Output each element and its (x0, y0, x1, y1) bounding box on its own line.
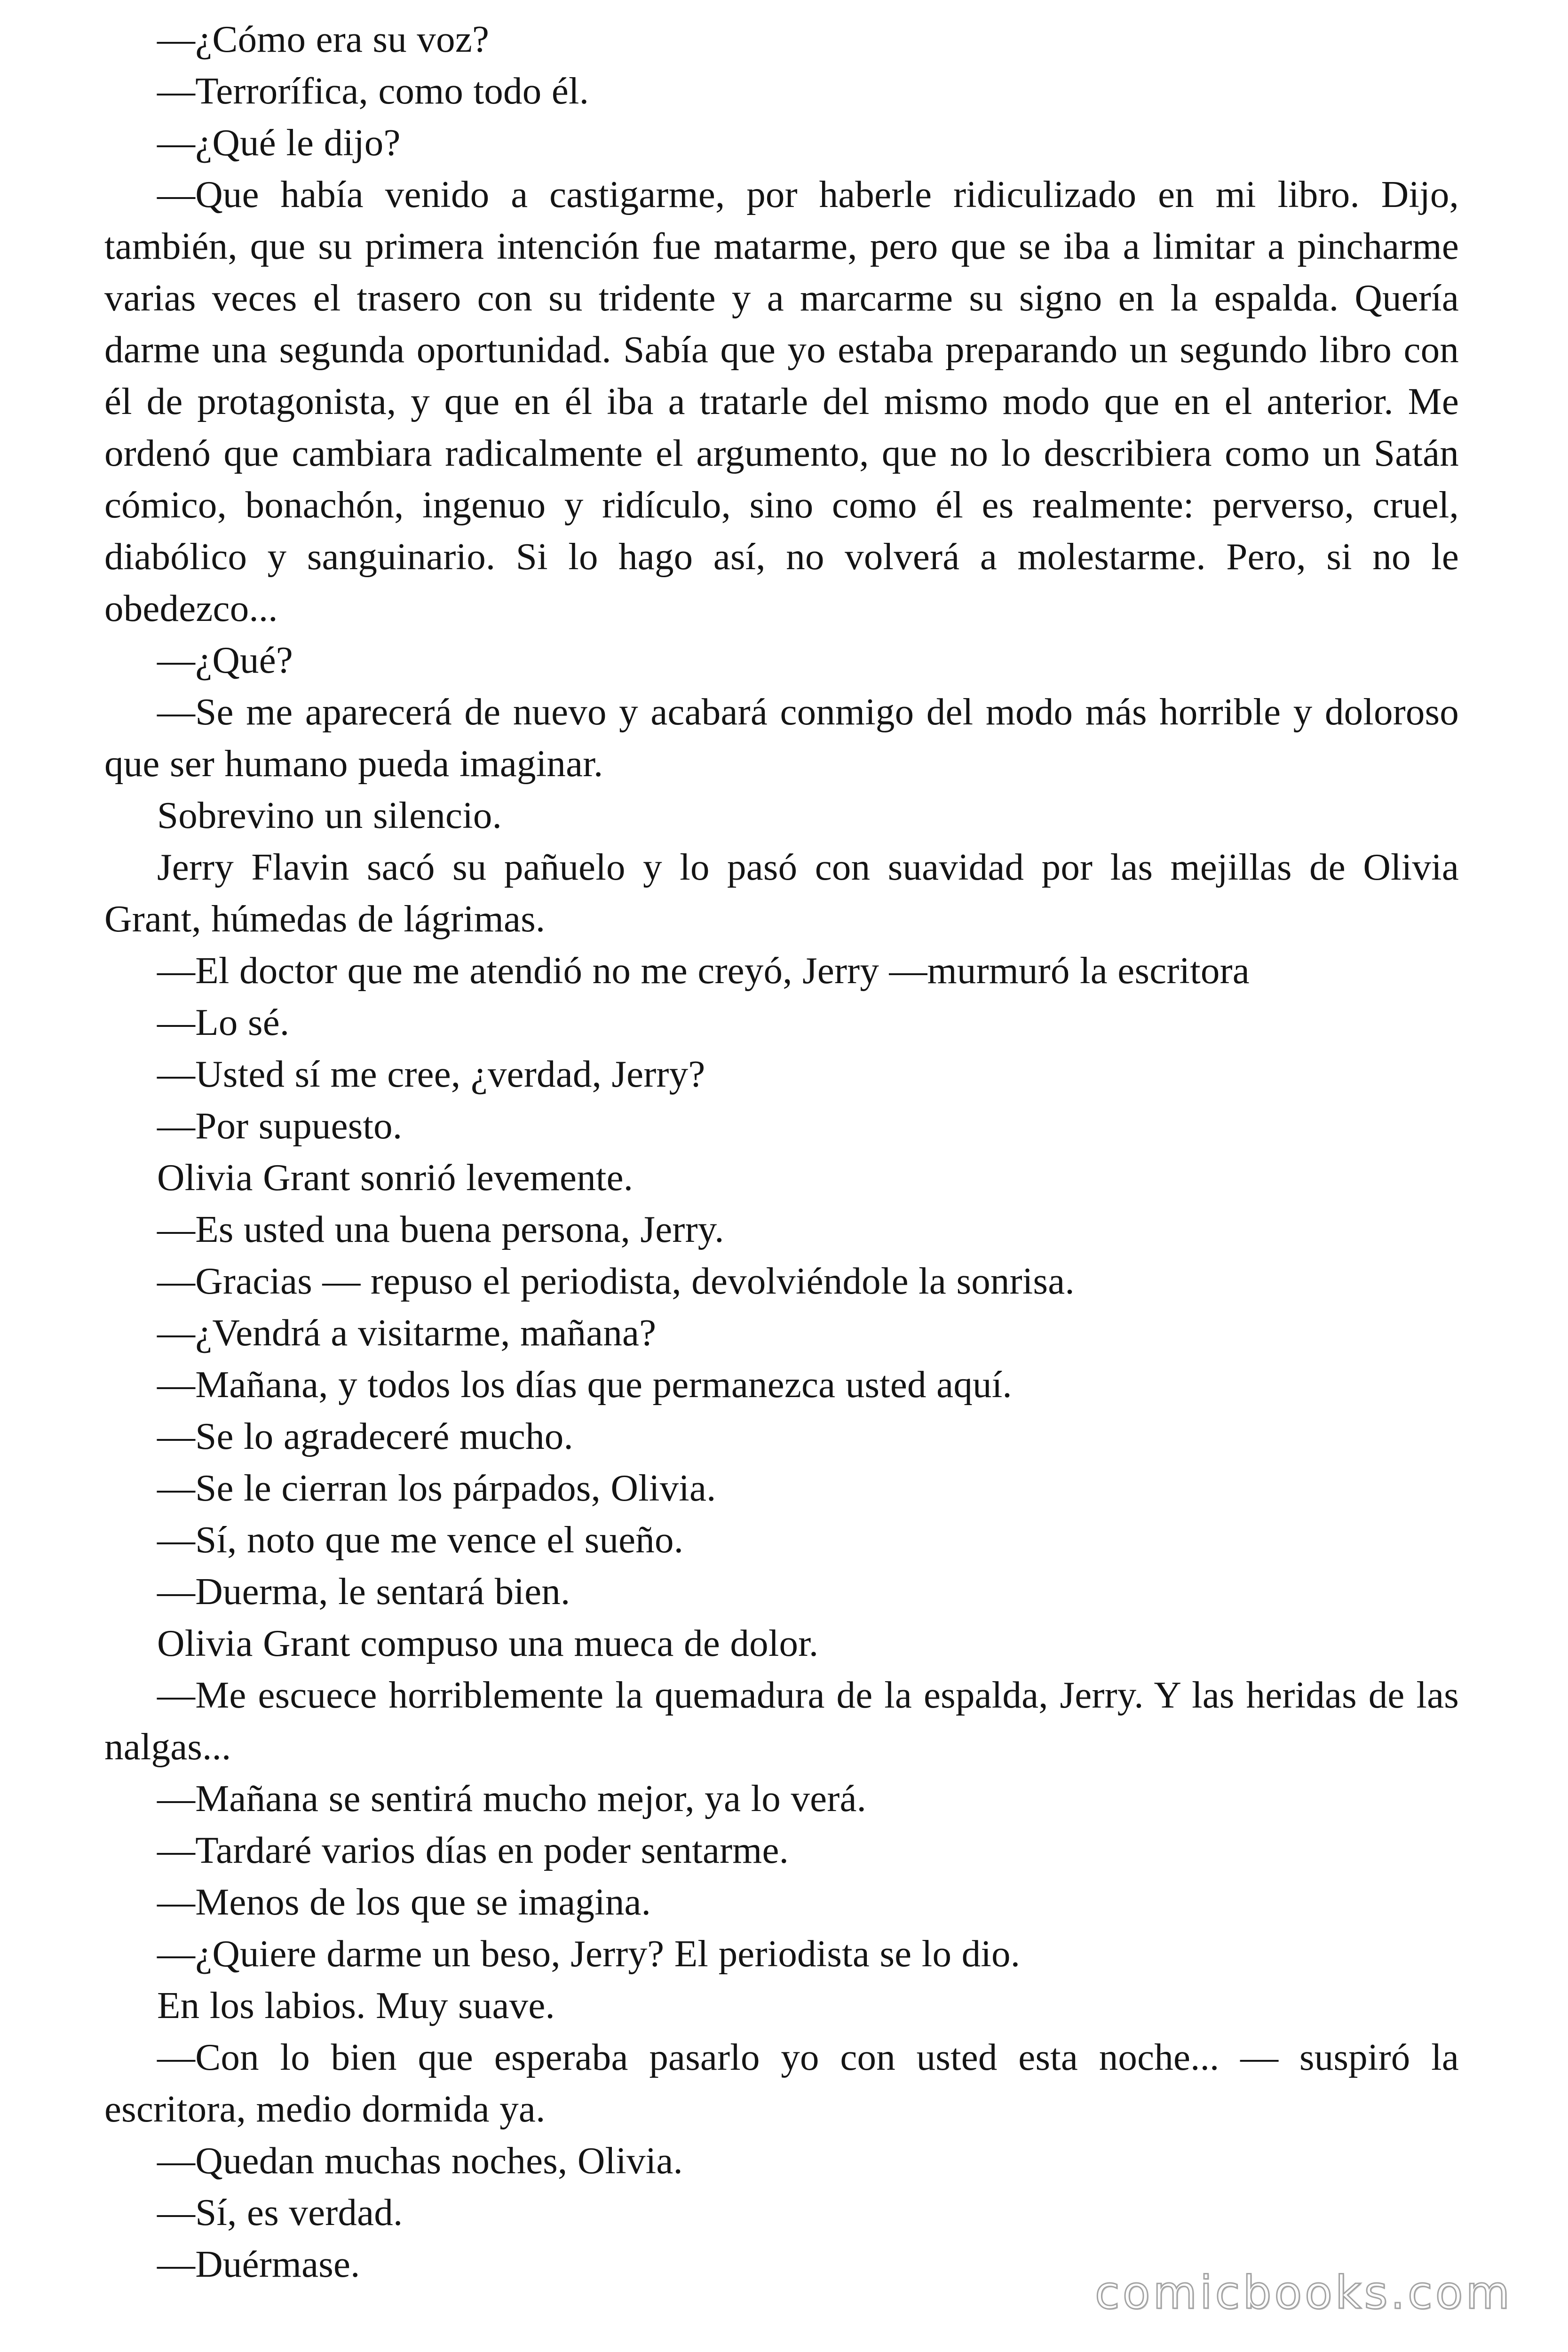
paragraph: —¿Cómo era su voz? (157, 18, 490, 60)
paragraph: —Usted sí me cree, ¿verdad, Jerry? (157, 1053, 705, 1095)
paragraph: —¿Qué? (157, 639, 293, 681)
paragraph: —Se me aparecerá de nuevo y acabará conmigo del modo más horrible y doloroso que ser humano pueda imaginar. (104, 691, 1459, 785)
paragraph: —Se le cierran los párpados, Olivia. (157, 1467, 716, 1509)
paragraph: —Que había venido a castigarme, por haberle ridiculizado en mi libro. Dijo, también, que su primera intención fue matarme, pero que se iba a limitar a pincharme varias veces el trasero con su tridente y a marcarme su signo en la espalda. Quería darme una segunda oportunidad. Sabía que yo estaba preparando un segundo libro con él de protagonista, y que en él iba a tratarle del mismo modo que en el anterior. Me ordenó que cambiara radicalmente el argumento, que no lo describiera como un Satán cómico, bonachón, ingenuo y ridículo, sino como él es realmente: perverso, cruel, diabólico y sanguinario. Si lo hago así, no volverá a molestarme. Pero, si no le obedezco... (104, 173, 1459, 629)
paragraph: Sobrevino un silencio. (157, 794, 502, 836)
watermark: comicbooks.com (1094, 2266, 1513, 2319)
paragraph: —Con lo bien que esperaba pasarlo yo con usted esta noche... — suspiró la escritora, medio dormida ya. (104, 2036, 1459, 2130)
paragraph: —Mañana, y todos los días que permanezca usted aquí. (157, 1363, 1012, 1406)
paragraph: —Menos de los que se imagina. (157, 1881, 651, 1923)
paragraph: —¿Vendrá a visitarme, mañana? (157, 1311, 657, 1354)
paragraph: —¿Qué le dijo? (157, 121, 401, 164)
paragraph: —El doctor que me atendió no me creyó, Jerry —murmuró la escritora (157, 949, 1250, 992)
paragraph: Olivia Grant compuso una mueca de dolor. (157, 1622, 819, 1664)
paragraph: —Tardaré varios días en poder sentarme. (157, 1829, 789, 1871)
paragraph: —Gracias — repuso el periodista, devolviéndole la sonrisa. (157, 1260, 1075, 1302)
paragraph: —Duerma, le sentará bien. (157, 1570, 570, 1613)
paragraph: —¿Quiere darme un beso, Jerry? El periodista se lo dio. (157, 1932, 1021, 1975)
paragraph: —Por supuesto. (157, 1104, 403, 1147)
book-page-text (104, 13, 1459, 2290)
paragraph: Olivia Grant sonrió levemente. (157, 1156, 634, 1199)
paragraph: —Me escuece horriblemente la quemadura de la espalda, Jerry. Y las heridas de las nalgas... (104, 1674, 1459, 1768)
paragraph: —Duérmase. (157, 2243, 360, 2285)
paragraph: En los labios. Muy suave. (157, 1984, 555, 2026)
paragraph: —Es usted una buena persona, Jerry. (157, 1208, 724, 1250)
paragraph: —Se lo agradeceré mucho. (157, 1415, 573, 1457)
paragraph: —Mañana se sentirá mucho mejor, ya lo verá. (157, 1777, 867, 1820)
paragraph: —Lo sé. (157, 1001, 290, 1043)
paragraph: —Sí, noto que me vence el sueño. (157, 1518, 684, 1561)
paragraph: —Sí, es verdad. (157, 2191, 403, 2233)
paragraph: —Quedan muchas noches, Olivia. (157, 2139, 683, 2182)
paragraph: —Terrorífica, como todo él. (157, 70, 589, 112)
paragraph: Jerry Flavin sacó su pañuelo y lo pasó con suavidad por las mejillas de Olivia Grant, húmedas de lágrimas. (104, 846, 1459, 940)
